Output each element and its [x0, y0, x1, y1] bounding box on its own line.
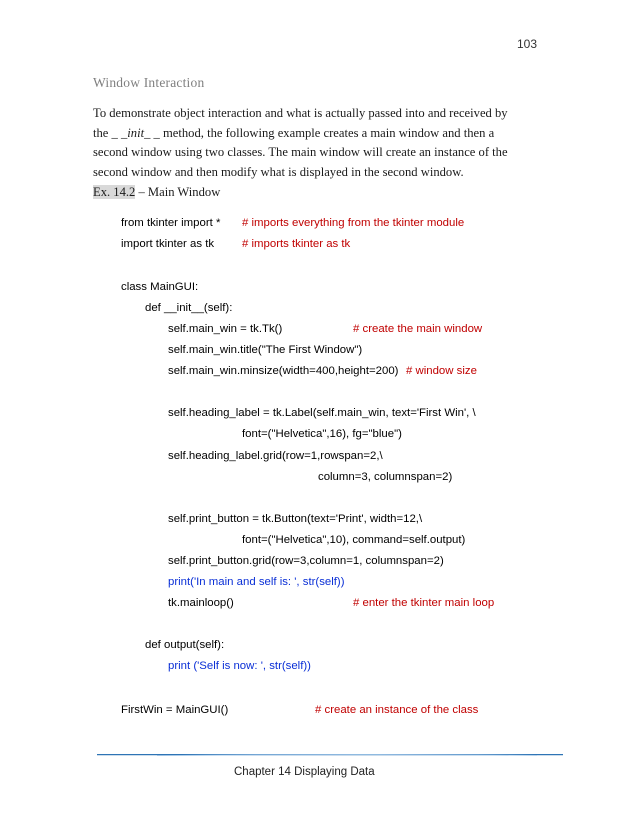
code-line-3: class MainGUI: [121, 281, 199, 293]
intro-text-start: To demonstrate object interaction and what is actually passed into and received by the [93, 106, 508, 140]
code-line-6: self.main_win.title("The First Window") [168, 344, 363, 356]
code-line-2: import tkinter as tk [121, 238, 215, 250]
code-line-10: self.heading_label.grid(row=1,rowspan=2,\ [168, 450, 383, 462]
code-comment-5: # create the main window [353, 323, 483, 335]
code-line-18: print ('Self is now: ', str(self)) [168, 660, 311, 672]
code-line-14: self.print_button.grid(row=3,column=1, columnspan=2) [168, 555, 444, 567]
code-line-15: print('In main and self is: ', str(self)) [168, 576, 345, 588]
code-line-17: def output(self): [145, 639, 225, 651]
code-comment-7: # window size [406, 365, 477, 377]
code-line-7: self.main_win.minsize(width=400,height=200) [168, 365, 399, 377]
code-line-8: self.heading_label = tk.Label(self.main_win, text='First Win', \ [168, 407, 476, 419]
footer-divider [97, 752, 563, 758]
code-line-5: self.main_win = tk.Tk() [168, 323, 283, 335]
code-line-12: self.print_button = tk.Button(text='Print', width=12,\ [168, 513, 423, 525]
init-suffix: _ _ [144, 125, 160, 140]
code-comment-16: # enter the tkinter main loop [353, 597, 495, 609]
code-line-4: def __init__(self): [145, 302, 233, 314]
code-line-11: column=3, columnspan=2) [318, 471, 453, 483]
intro-text-end: method, the following example creates a main window and then a second window using two classes. The main window will create an instance of the second window and then modify what is displayed in the second window. [93, 125, 508, 180]
code-line-9: font=("Helvetica",16), fg="blue") [242, 428, 402, 440]
code-line-19: FirstWin = MainGUI() [121, 704, 229, 716]
code-comment-2: # imports tkinter as tk [242, 238, 351, 250]
example-number: Ex. 14.2 [93, 185, 136, 199]
page-number: 103 [517, 37, 538, 51]
intro-paragraph [93, 104, 513, 183]
init-word: init [127, 125, 145, 140]
code-line-16: tk.mainloop() [168, 597, 234, 609]
example-title: – Main Window [135, 185, 221, 199]
section-heading: Window Interaction [93, 75, 205, 90]
code-comment-1: # imports everything from the tkinter module [242, 217, 465, 229]
code-line-13: font=("Helvetica",10), command=self.output) [242, 534, 466, 546]
footer-chapter-title: Chapter 14 Displaying Data [234, 766, 375, 778]
init-prefix: _ _ [111, 125, 128, 140]
code-line-1: from tkinter import * [121, 217, 221, 229]
example-label [93, 185, 220, 200]
code-comment-19: # create an instance of the class [315, 704, 479, 716]
